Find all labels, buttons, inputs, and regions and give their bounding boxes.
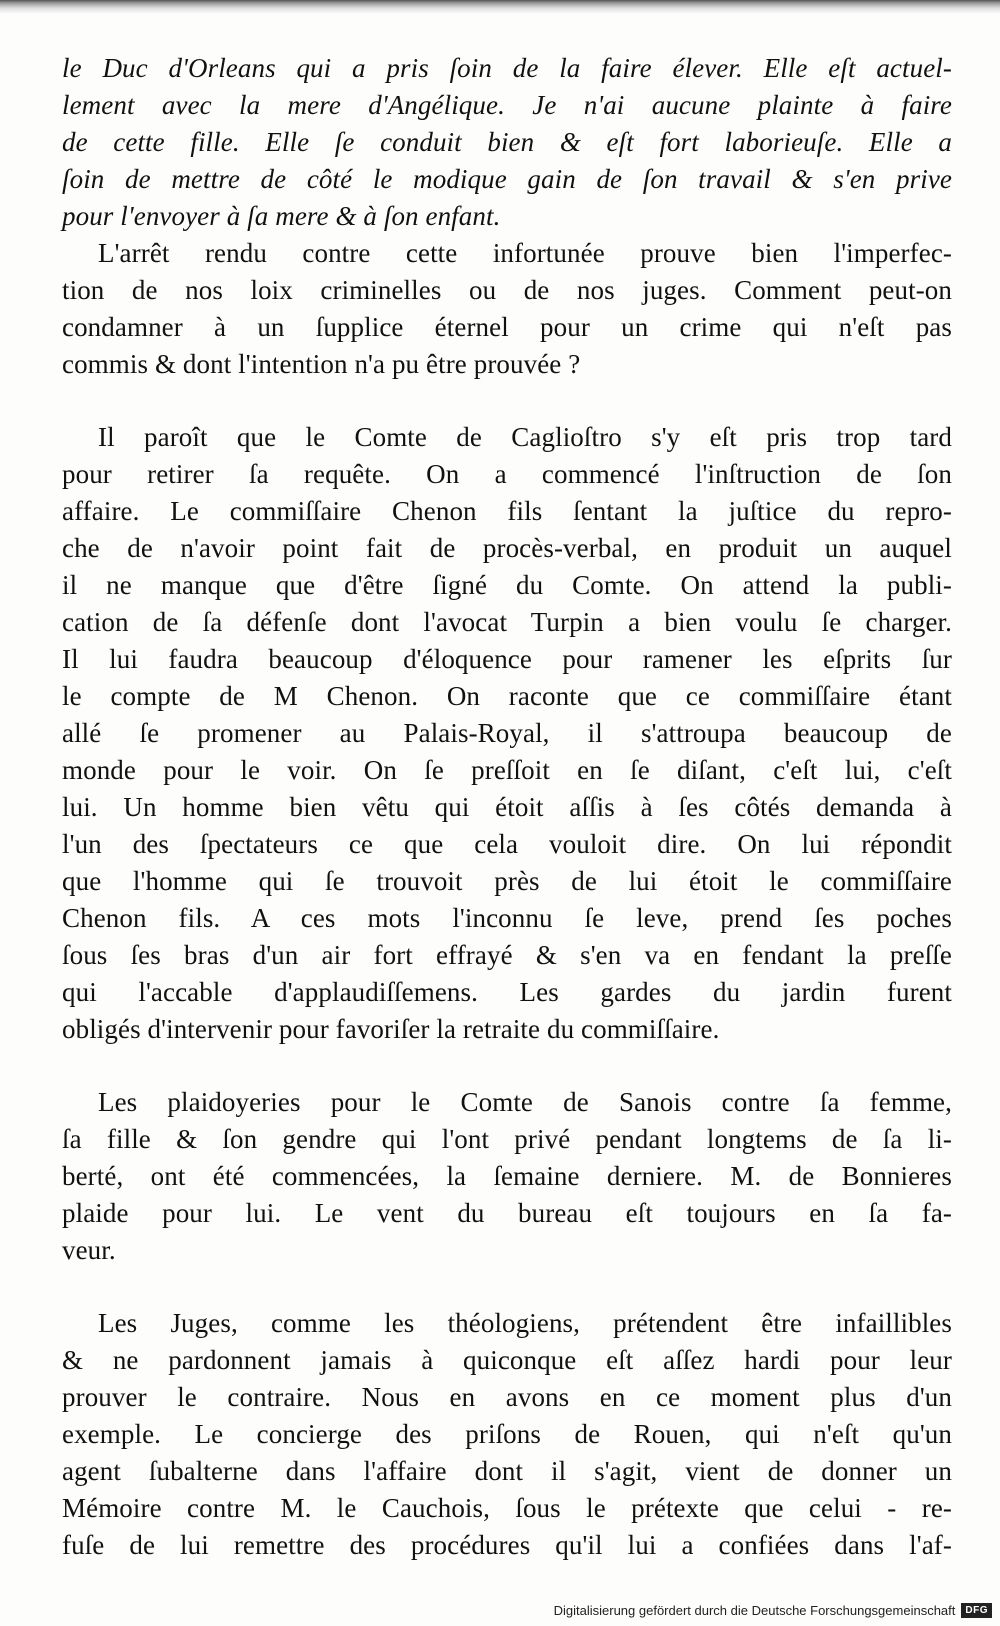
page-top-edge: [0, 0, 1000, 14]
text-line: affaire. Le commiſſaire Chenon fils ſentant la juſtice du repro-: [62, 496, 952, 526]
text-line: agent ſubalterne dans l'affaire dont il s'agit, vient de donner un: [62, 1456, 952, 1486]
text-line: de cette fille. Elle ſe conduit bien & eſt fort laborieuſe. Elle a: [62, 127, 952, 157]
text-line: cation de ſa défenſe dont l'avocat Turpin a bien voulu ſe charger.: [62, 607, 952, 637]
text-line: que l'homme qui ſe trouvoit près de lui étoit le commiſſaire: [62, 866, 952, 896]
paragraph-5: [62, 1305, 952, 1564]
text-line: commis & dont l'intention n'a pu être prouvée ?: [62, 349, 581, 379]
text-line: pour retirer ſa requête. On a commencé l'inſtruction de ſon: [62, 459, 952, 489]
text-line: lement avec la mere d'Angélique. Je n'ai aucune plainte à faire: [62, 90, 952, 120]
text-line: prouver le contraire. Nous en avons en ce moment plus d'un: [62, 1382, 952, 1412]
text-line: obligés d'intervenir pour favoriſer la retraite du commiſſaire.: [62, 1014, 720, 1044]
text-line: qui l'accable d'applaudiſſemens. Les gardes du jardin furent: [62, 977, 952, 1007]
text-line: veur.: [62, 1235, 116, 1265]
paragraph-1: [62, 50, 952, 235]
text-line: il ne manque que d'être ſigné du Comte. On attend la publi-: [62, 570, 952, 600]
text-line: ſous ſes bras d'un air fort effrayé & s'en va en fendant la preſſe: [62, 940, 952, 970]
paragraph-3: [62, 419, 952, 1048]
text-line: berté, ont été commencées, la ſemaine derniere. M. de Bonnieres: [62, 1161, 952, 1191]
text-line: Il lui faudra beaucoup d'éloquence pour ramener les eſprits ſur: [62, 644, 952, 674]
credit-text: Digitalisierung gefördert durch die Deutsche Forschungsgemeinschaft: [553, 1602, 956, 1618]
text-line: Les Juges, comme les théologiens, prétendent être infaillibles: [98, 1308, 952, 1338]
paragraph-4: [62, 1084, 952, 1269]
text-line: Il paroît que le Comte de Caglioſtro s'y eſt pris trop tard: [98, 422, 952, 452]
text-line: monde pour le voir. On ſe preſſoit en ſe diſant, c'eſt lui, c'eſt: [62, 755, 952, 785]
text-line: pour l'envoyer à ſa mere & à ſon enfant.: [62, 201, 501, 231]
text-line: L'arrêt rendu contre cette infortunée prouve bien l'imperfec-: [98, 238, 952, 268]
text-line: ſa fille & ſon gendre qui l'ont privé pendant longtems de ſa li-: [62, 1124, 952, 1154]
paragraph-gap: [62, 383, 952, 419]
page-text: [62, 50, 952, 1564]
text-line: l'un des ſpectateurs ce que cela vouloit dire. On lui répondit: [62, 829, 952, 859]
text-line: che de n'avoir point fait de procès-verbal, en produit un auquel: [62, 533, 952, 563]
digitization-credit: [554, 1598, 992, 1622]
text-line: & ne pardonnent jamais à quiconque eſt aſſez hardi pour leur: [62, 1345, 952, 1375]
paragraph-gap: [62, 1048, 952, 1084]
text-line: tion de nos loix criminelles ou de nos juges. Comment peut-on: [62, 275, 952, 305]
text-line: Les plaidoyeries pour le Comte de Sanois contre ſa femme,: [98, 1087, 952, 1117]
text-line: exemple. Le concierge des priſons de Rouen, qui n'eſt qu'un: [62, 1419, 952, 1449]
dfg-logo: DFG: [961, 1603, 992, 1618]
text-line: condamner à un ſupplice éternel pour un crime qui n'eſt pas: [62, 312, 952, 342]
text-line: ſoin de mettre de côté le modique gain de ſon travail & s'en prive: [62, 164, 952, 194]
text-line: le compte de M Chenon. On raconte que ce commiſſaire étant: [62, 681, 952, 711]
text-line: fuſe de lui remettre des procédures qu'il lui a confiées dans l'af-: [62, 1530, 952, 1560]
text-line: le Duc d'Orleans qui a pris ſoin de la faire élever. Elle eſt actuel-: [62, 53, 952, 83]
paragraph-2: [62, 235, 952, 383]
text-line: Mémoire contre M. le Cauchois, ſous le prétexte que celui - re-: [62, 1493, 952, 1523]
text-line: plaide pour lui. Le vent du bureau eſt toujours en ſa fa-: [62, 1198, 952, 1228]
paragraph-gap: [62, 1269, 952, 1305]
text-line: Chenon fils. A ces mots l'inconnu ſe leve, prend ſes poches: [62, 903, 952, 933]
text-line: lui. Un homme bien vêtu qui étoit aſſis à ſes côtés demanda à: [62, 792, 952, 822]
text-line: allé ſe promener au Palais-Royal, il s'attroupa beaucoup de: [62, 718, 952, 748]
